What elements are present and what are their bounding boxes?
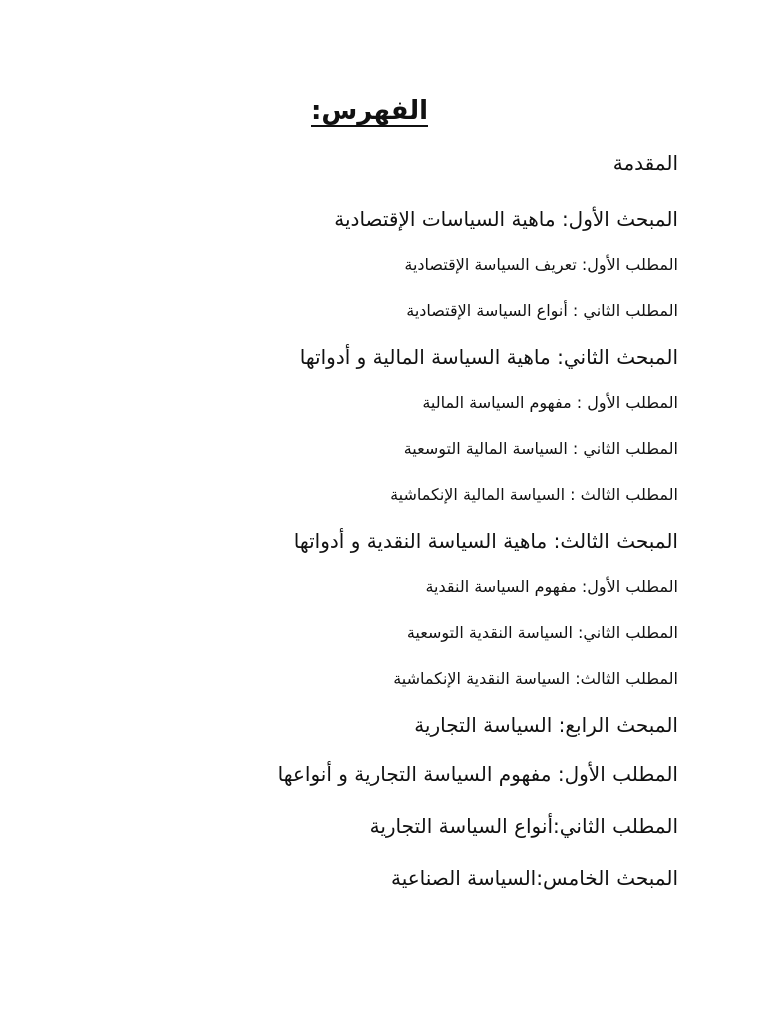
toc-entry-chapter-2: المبحث الثاني: ماهية السياسة المالية و أدواتها	[299, 345, 678, 369]
toc-entry-chapter-4-section-2: المطلب الثاني:أنواع السياسة التجارية	[369, 814, 678, 838]
toc-entry-chapter-1-section-2: المطلب الثاني : أنواع السياسة الإقتصادية	[406, 301, 678, 320]
toc-entry-chapter-3-section-2: المطلب الثاني: السياسة النقدية التوسعية	[406, 623, 678, 642]
toc-entry-chapter-5: المبحث الخامس:السياسة الصناعية	[390, 866, 678, 890]
toc-entry-chapter-4-section-1: المطلب الأول: مفهوم السياسة التجارية و أنواعها	[277, 762, 678, 786]
toc-entry-chapter-2-section-2: المطلب الثاني : السياسة المالية التوسعية	[403, 439, 678, 458]
table-of-contents	[38, 146, 678, 904]
toc-entry-chapter-1-section-1: المطلب الأول: تعريف السياسة الإقتصادية	[404, 255, 678, 274]
toc-entry-chapter-2-section-3: المطلب الثالث : السياسة المالية الإنكماشية	[390, 485, 678, 504]
toc-entry-chapter-3-section-3: المطلب الثالث: السياسة النقدية الإنكماشية	[393, 669, 678, 688]
toc-entry-introduction: المقدمة	[612, 151, 678, 175]
toc-entry-chapter-4: المبحث الرابع: السياسة التجارية	[414, 713, 678, 737]
toc-entry-chapter-3: المبحث الثالث: ماهية السياسة النقدية و أدواتها	[293, 529, 678, 553]
toc-entry-chapter-3-section-1: المطلب الأول: مفهوم السياسة النقدية	[425, 577, 678, 596]
toc-title: الفهرس:	[311, 96, 428, 126]
toc-entry-chapter-1: المبحث الأول: ماهية السياسات الإقتصادية	[334, 207, 678, 231]
toc-entry-chapter-2-section-1: المطلب الأول : مفهوم السياسة المالية	[422, 393, 678, 412]
